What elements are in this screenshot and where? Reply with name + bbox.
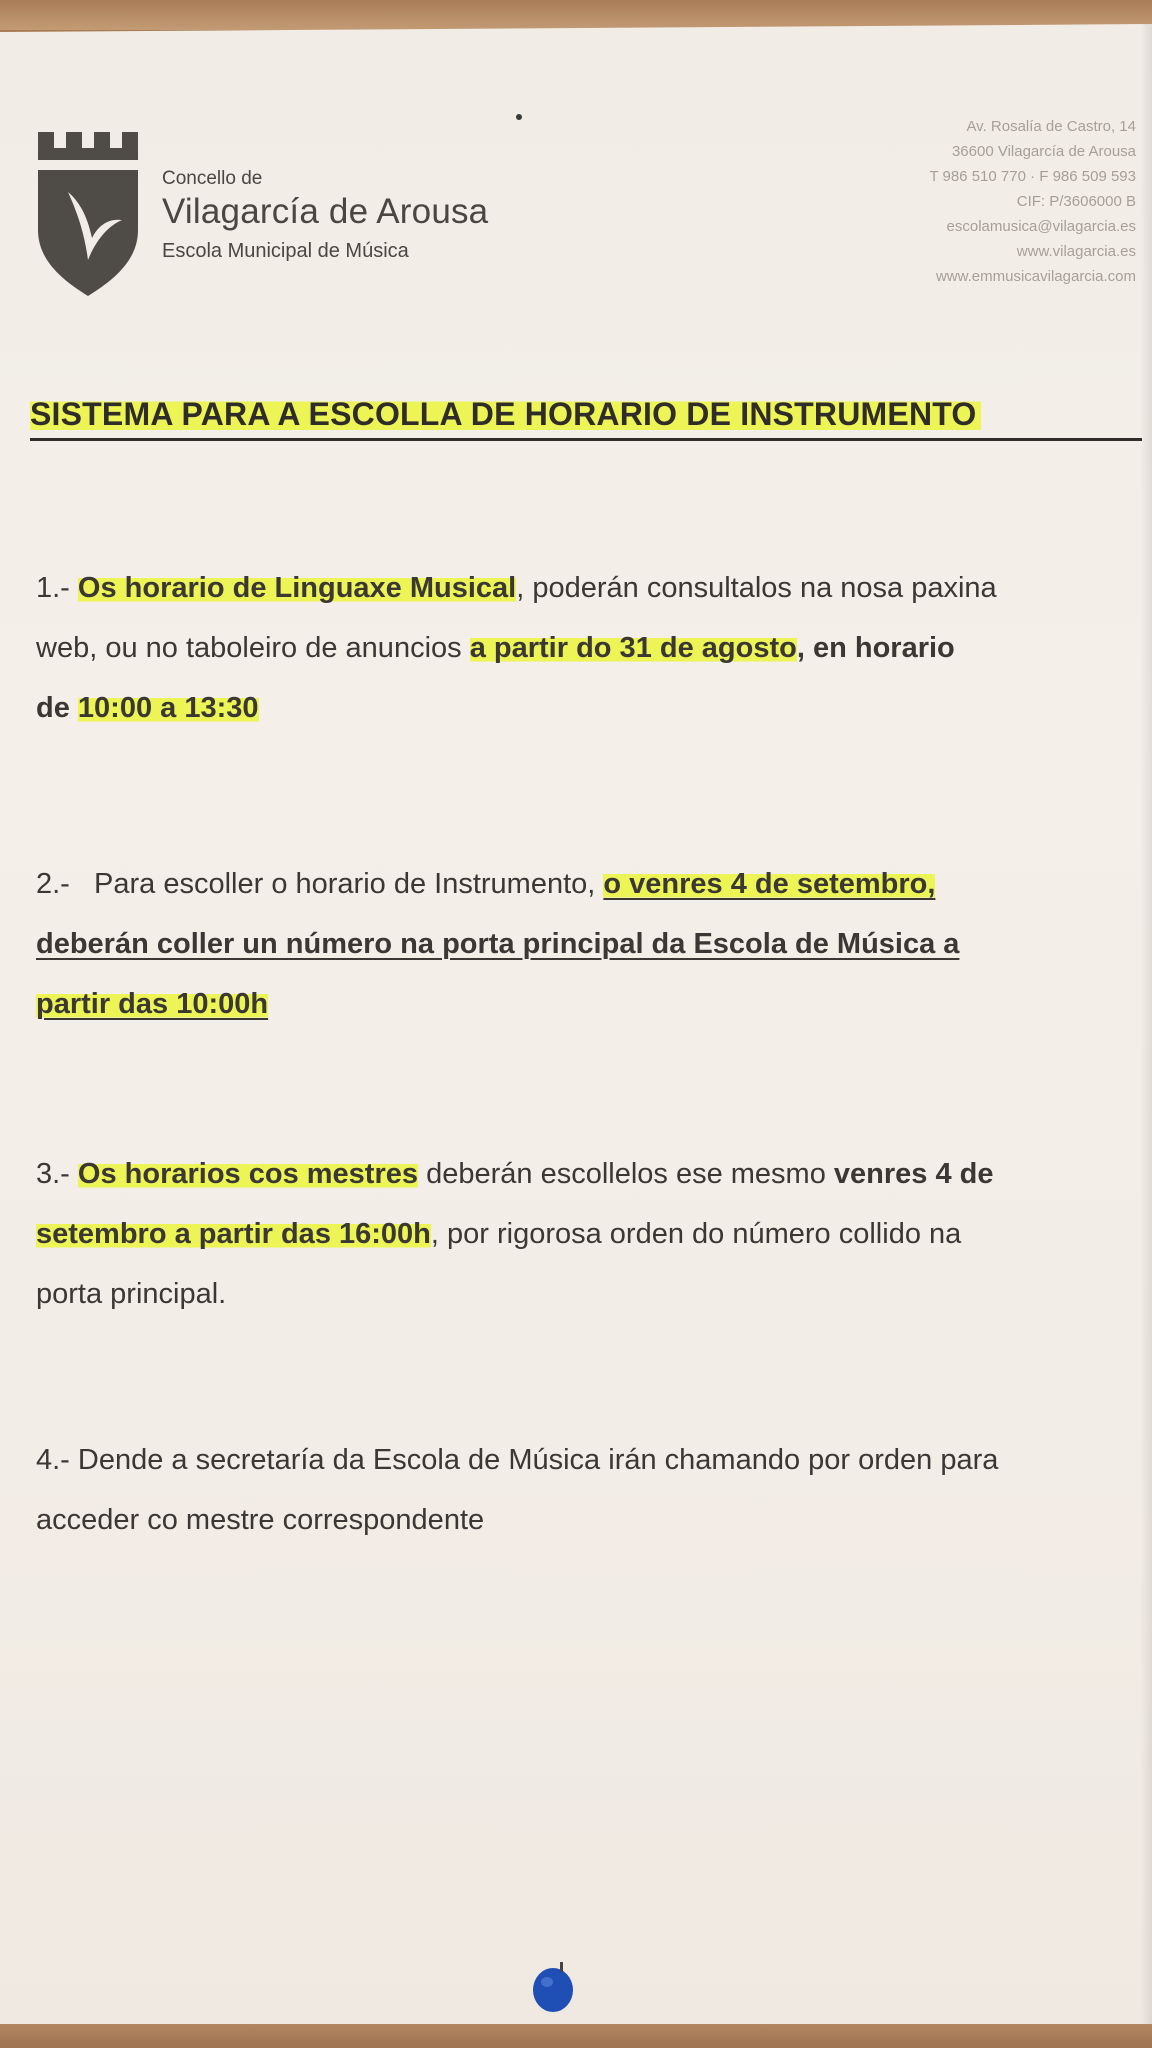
item-1-line-2 [36,618,1132,678]
item-3-highlight-1: Os horarios cos mestres [77,1158,419,1190]
item-1-highlight-2: a partir do 31 de agosto [469,632,797,664]
item-1-number: 1.- [36,572,70,604]
item-4-line-2 [36,1490,1132,1550]
item-3-line-3 [36,1264,1132,1324]
item-2-line-2 [36,914,1132,974]
item-1-line-1 [36,558,1132,618]
contact-web1: www.vilagarcia.es [1016,243,1136,260]
contact-address: Av. Rosalía de Castro, 14 [966,118,1136,135]
push-pin-icon [530,1960,576,2016]
ink-dot [516,114,522,120]
org-line1: Concello de [162,168,263,189]
org-line3: Escola Municipal de Música [162,240,409,262]
paper-shadow [1140,24,1152,2024]
notice-title [30,396,981,433]
contact-city: 36600 Vilagarcía de Arousa [951,143,1136,160]
item-1-line-3 [36,678,1132,738]
item-2-underline-1: o venres 4 de setembro, [603,868,936,900]
corkboard-bottom [0,2020,1152,2048]
org-line2: Vilagarcía de Arousa [162,192,489,231]
item-2-text-1: Para escoller o horario de Instrumento, [94,868,596,900]
contact-web2: www.emmusicavilagarcia.com [935,268,1136,285]
item-4-text-2: acceder co mestre correspondente [36,1504,485,1536]
council-shield-logo [36,130,146,300]
item-4-number: 4.- [36,1444,70,1476]
contact-cif: CIF: P/3606000 B [1016,193,1136,210]
title-text: SISTEMA PARA A ESCOLLA DE HORARIO DE INSTRUMENTO [30,396,981,432]
item-2 [36,854,1132,1034]
item-2-line-3 [36,974,1132,1034]
contact-block [929,114,1136,289]
item-3-number: 3.- [36,1158,70,1190]
item-1-text-2b: , en horario [796,632,955,664]
item-1-text-2a: web, ou no taboleiro de anuncios [36,632,462,664]
item-3-highlight-2: setembro a partir das 16:00h [36,1218,431,1250]
item-1-text-1: , poderán consultalos na nosa paxina [516,572,997,604]
item-3-text-3: porta principal. [36,1278,227,1310]
item-3-line-1 [36,1144,1132,1204]
item-1-highlight-3: 10:00 a 13:30 [77,692,259,724]
organization-name [162,168,488,263]
item-3-line-2 [36,1204,1132,1264]
item-1 [36,558,1132,738]
item-3-bold-1: venres 4 de [833,1158,994,1190]
item-2-underline-2: deberán coller un número na porta principal da Escola de Música a [36,928,960,960]
item-2-underline-3: partir das 10:00h [36,988,269,1020]
item-3 [36,1144,1132,1324]
item-4-line-1 [36,1430,1132,1490]
contact-phone: T 986 510 770 · F 986 509 593 [929,168,1136,185]
item-4-text-1: Dende a secretaría da Escola de Música irán chamando por orden para [77,1444,999,1476]
item-3-text-2: , por rigorosa orden do número collido na [430,1218,962,1250]
item-4 [36,1430,1132,1550]
item-2-line-1 [36,854,1132,914]
item-1-text-3a: de [36,692,70,724]
item-1-highlight-1: Os horario de Linguaxe Musical [77,572,517,604]
item-2-number: 2.- [36,868,70,900]
item-3-text-1: deberán escollelos ese mesmo [426,1158,826,1190]
title-underline [30,438,1142,441]
contact-email: escolamusica@vilagarcia.es [946,218,1136,235]
